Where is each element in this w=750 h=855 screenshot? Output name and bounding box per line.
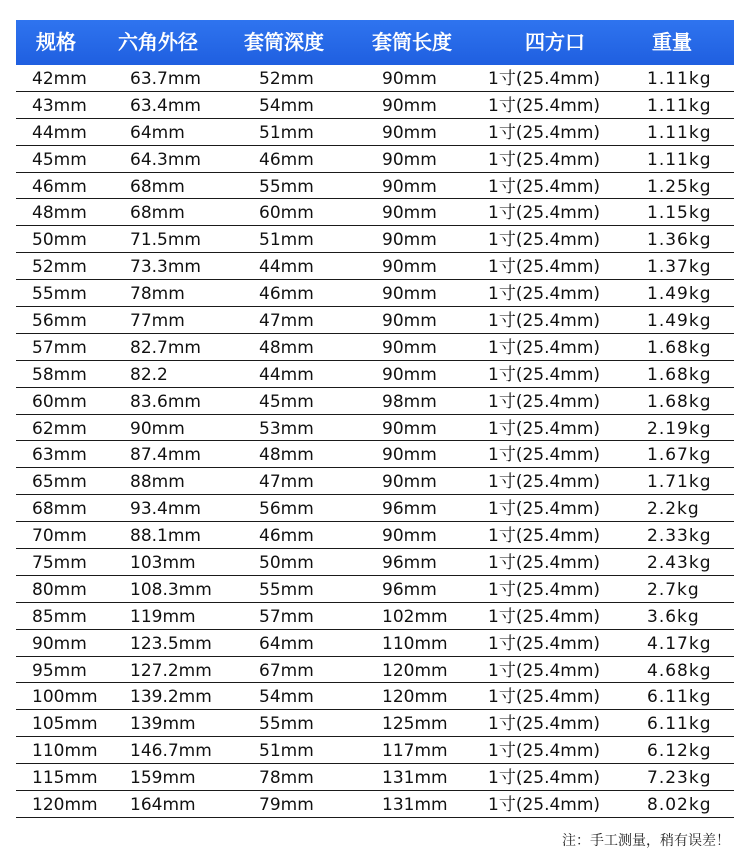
table-cell: 131mm [382, 768, 448, 789]
table-row [16, 415, 734, 442]
table-cell: 1.11kg [647, 122, 712, 143]
table-cell: 98mm [382, 391, 437, 412]
table-cell: 52mm [32, 257, 87, 278]
table-cell: 119mm [130, 606, 196, 627]
table-cell: 2.2kg [647, 499, 700, 520]
table-cell: 1寸(25.4mm) [488, 337, 601, 358]
table-cell: 57mm [259, 606, 314, 627]
table-cell: 1.25kg [647, 176, 712, 197]
table-cell: 1.37kg [647, 257, 712, 278]
table-cell: 90mm [382, 472, 437, 493]
table-cell: 43mm [32, 95, 87, 116]
table-cell: 1.15kg [647, 203, 712, 224]
table-cell: 123.5mm [130, 633, 212, 654]
table-cell: 1寸(25.4mm) [488, 553, 601, 574]
table-cell: 1寸(25.4mm) [488, 69, 601, 89]
table-cell: 6.12kg [647, 741, 712, 762]
table-row [16, 307, 734, 334]
table-cell: 1寸(25.4mm) [488, 445, 601, 466]
table-cell: 93.4mm [130, 499, 201, 520]
table-row [16, 468, 734, 495]
table-cell: 1寸(25.4mm) [488, 606, 601, 627]
table-cell: 1.71kg [647, 472, 712, 493]
table-cell: 1.68kg [647, 364, 712, 385]
table-cell: 47mm [259, 311, 314, 332]
table-cell: 90mm [382, 149, 437, 170]
table-cell: 45mm [259, 391, 314, 412]
table-cell: 110mm [32, 741, 98, 762]
table-cell: 1.11kg [647, 69, 712, 89]
table-cell: 4.17kg [647, 633, 712, 654]
table-cell: 54mm [259, 687, 314, 708]
table-cell: 88mm [130, 472, 185, 493]
table-cell: 58mm [32, 364, 87, 385]
table-cell: 1寸(25.4mm) [488, 257, 601, 278]
table-cell: 1寸(25.4mm) [488, 795, 601, 816]
table-cell: 4.68kg [647, 660, 712, 681]
table-cell: 80mm [32, 579, 87, 600]
table-cell: 68mm [130, 176, 185, 197]
table-body [16, 65, 734, 818]
table-cell: 55mm [32, 284, 87, 305]
table-row [16, 146, 734, 173]
table-row [16, 388, 734, 415]
table-cell: 90mm [32, 633, 87, 654]
table-cell: 1寸(25.4mm) [488, 714, 601, 735]
table-cell: 51mm [259, 230, 314, 251]
table-cell: 68mm [130, 203, 185, 224]
table-cell: 6.11kg [647, 714, 712, 735]
table-row [16, 683, 734, 710]
table-cell: 1.67kg [647, 445, 712, 466]
table-cell: 108.3mm [130, 579, 212, 600]
table-cell: 46mm [259, 149, 314, 170]
table-cell: 1.11kg [647, 95, 712, 116]
table-cell: 96mm [382, 579, 437, 600]
table-cell: 2.19kg [647, 418, 712, 439]
table-cell: 90mm [382, 257, 437, 278]
table-cell: 82.2 [130, 364, 168, 385]
table-cell: 7.23kg [647, 768, 712, 789]
measurement-note: 注：手工测量，稍有误差！ [562, 833, 730, 849]
table-cell: 2.33kg [647, 526, 712, 547]
table-cell: 1寸(25.4mm) [488, 418, 601, 439]
table-cell: 53mm [259, 418, 314, 439]
table-row [16, 603, 734, 630]
table-cell: 51mm [259, 122, 314, 143]
table-cell: 120mm [382, 687, 448, 708]
table-cell: 90mm [382, 445, 437, 466]
table-cell: 90mm [382, 311, 437, 332]
table-row [16, 173, 734, 200]
table-cell: 90mm [382, 122, 437, 143]
column-header: 六角外径 [118, 30, 198, 54]
table-cell: 90mm [382, 364, 437, 385]
table-cell: 1.49kg [647, 311, 712, 332]
table-row [16, 92, 734, 119]
table-cell: 1.11kg [647, 149, 712, 170]
table-row [16, 361, 734, 388]
table-cell: 90mm [382, 203, 437, 224]
table-cell: 46mm [32, 176, 87, 197]
table-cell: 95mm [32, 660, 87, 681]
table-row [16, 253, 734, 280]
table-cell: 90mm [382, 69, 437, 89]
table-cell: 1寸(25.4mm) [488, 499, 601, 520]
table-cell: 46mm [259, 526, 314, 547]
table-cell: 8.02kg [647, 795, 712, 816]
table-row [16, 226, 734, 253]
table-cell: 79mm [259, 795, 314, 816]
table-cell: 139.2mm [130, 687, 212, 708]
table-cell: 120mm [32, 795, 98, 816]
table-cell: 1寸(25.4mm) [488, 768, 601, 789]
table-cell: 117mm [382, 741, 448, 762]
table-cell: 63mm [32, 445, 87, 466]
table-cell: 75mm [32, 553, 87, 574]
table-row [16, 199, 734, 226]
table-cell: 2.43kg [647, 553, 712, 574]
table-cell: 90mm [382, 284, 437, 305]
table-cell: 1寸(25.4mm) [488, 526, 601, 547]
table-cell: 62mm [32, 418, 87, 439]
table-cell: 50mm [259, 553, 314, 574]
column-header: 重量 [652, 30, 692, 54]
table-cell: 78mm [259, 768, 314, 789]
table-cell: 63.4mm [130, 95, 201, 116]
table-cell: 55mm [259, 579, 314, 600]
table-cell: 54mm [259, 95, 314, 116]
table-row [16, 65, 734, 92]
table-cell: 1寸(25.4mm) [488, 364, 601, 385]
table-row [16, 791, 734, 818]
table-cell: 90mm [382, 337, 437, 358]
table-cell: 1寸(25.4mm) [488, 203, 601, 224]
table-cell: 85mm [32, 606, 87, 627]
table-cell: 90mm [382, 418, 437, 439]
table-row [16, 630, 734, 657]
table-cell: 120mm [382, 660, 448, 681]
table-cell: 96mm [382, 499, 437, 520]
table-cell: 88.1mm [130, 526, 201, 547]
table-cell: 2.7kg [647, 579, 700, 600]
table-cell: 1.49kg [647, 284, 712, 305]
table-cell: 73.3mm [130, 257, 201, 278]
table-cell: 3.6kg [647, 606, 700, 627]
table-cell: 1寸(25.4mm) [488, 176, 601, 197]
table-cell: 70mm [32, 526, 87, 547]
table-cell: 1寸(25.4mm) [488, 741, 601, 762]
table-cell: 1寸(25.4mm) [488, 311, 601, 332]
table-cell: 52mm [259, 69, 314, 89]
table-cell: 146.7mm [130, 741, 212, 762]
table-cell: 50mm [32, 230, 87, 251]
table-row [16, 737, 734, 764]
table-cell: 90mm [130, 418, 185, 439]
table-cell: 90mm [382, 230, 437, 251]
table-cell: 48mm [32, 203, 87, 224]
table-cell: 1寸(25.4mm) [488, 633, 601, 654]
table-row [16, 334, 734, 361]
table-cell: 45mm [32, 149, 87, 170]
table-row [16, 549, 734, 576]
table-cell: 67mm [259, 660, 314, 681]
table-cell: 1.68kg [647, 391, 712, 412]
table-cell: 51mm [259, 741, 314, 762]
column-header: 四方口 [525, 30, 585, 54]
table-cell: 63.7mm [130, 69, 201, 89]
table-cell: 90mm [382, 176, 437, 197]
column-header: 套筒深度 [244, 30, 324, 54]
table-cell: 57mm [32, 337, 87, 358]
table-cell: 1寸(25.4mm) [488, 95, 601, 116]
table-header [16, 20, 734, 65]
table-cell: 78mm [130, 284, 185, 305]
column-header: 规格 [36, 30, 76, 54]
table-cell: 77mm [130, 311, 185, 332]
table-cell: 44mm [32, 122, 87, 143]
table-cell: 1寸(25.4mm) [488, 284, 601, 305]
table-cell: 55mm [259, 176, 314, 197]
table-cell: 64.3mm [130, 149, 201, 170]
table-cell: 47mm [259, 472, 314, 493]
table-cell: 115mm [32, 768, 98, 789]
table-cell: 105mm [32, 714, 98, 735]
table-cell: 82.7mm [130, 337, 201, 358]
table-cell: 1寸(25.4mm) [488, 230, 601, 251]
table-cell: 159mm [130, 768, 196, 789]
table-row [16, 710, 734, 737]
table-cell: 103mm [130, 553, 196, 574]
table-cell: 60mm [32, 391, 87, 412]
table-cell: 1寸(25.4mm) [488, 579, 601, 600]
table-cell: 96mm [382, 553, 437, 574]
table-cell: 55mm [259, 714, 314, 735]
table-cell: 131mm [382, 795, 448, 816]
table-cell: 125mm [382, 714, 448, 735]
table-cell: 48mm [259, 445, 314, 466]
table-cell: 127.2mm [130, 660, 212, 681]
table-cell: 44mm [259, 364, 314, 385]
table-cell: 60mm [259, 203, 314, 224]
table-cell: 1寸(25.4mm) [488, 687, 601, 708]
table-cell: 1寸(25.4mm) [488, 122, 601, 143]
table-row [16, 522, 734, 549]
table-cell: 1寸(25.4mm) [488, 149, 601, 170]
table-cell: 48mm [259, 337, 314, 358]
table-cell: 56mm [32, 311, 87, 332]
table-cell: 65mm [32, 472, 87, 493]
table-cell: 42mm [32, 69, 87, 89]
table-cell: 6.11kg [647, 687, 712, 708]
table-cell: 102mm [382, 606, 448, 627]
table-cell: 64mm [130, 122, 185, 143]
column-header: 套筒长度 [372, 30, 452, 54]
table-cell: 1寸(25.4mm) [488, 472, 601, 493]
table-row [16, 119, 734, 146]
table-cell: 110mm [382, 633, 448, 654]
table-cell: 1.68kg [647, 337, 712, 358]
table-cell: 87.4mm [130, 445, 201, 466]
table-row [16, 441, 734, 468]
table-cell: 90mm [382, 95, 437, 116]
table-cell: 1寸(25.4mm) [488, 391, 601, 412]
table-cell: 1寸(25.4mm) [488, 660, 601, 681]
table-cell: 68mm [32, 499, 87, 520]
table-cell: 90mm [382, 526, 437, 547]
table-row [16, 657, 734, 684]
table-cell: 139mm [130, 714, 196, 735]
table-cell: 1.36kg [647, 230, 712, 251]
table-cell: 64mm [259, 633, 314, 654]
table-row [16, 576, 734, 603]
table-cell: 83.6mm [130, 391, 201, 412]
table-cell: 44mm [259, 257, 314, 278]
table-cell: 56mm [259, 499, 314, 520]
table-cell: 71.5mm [130, 230, 201, 251]
table-cell: 164mm [130, 795, 196, 816]
table-cell: 100mm [32, 687, 98, 708]
table-row [16, 280, 734, 307]
table-cell: 46mm [259, 284, 314, 305]
table-row [16, 495, 734, 522]
table-row [16, 764, 734, 791]
